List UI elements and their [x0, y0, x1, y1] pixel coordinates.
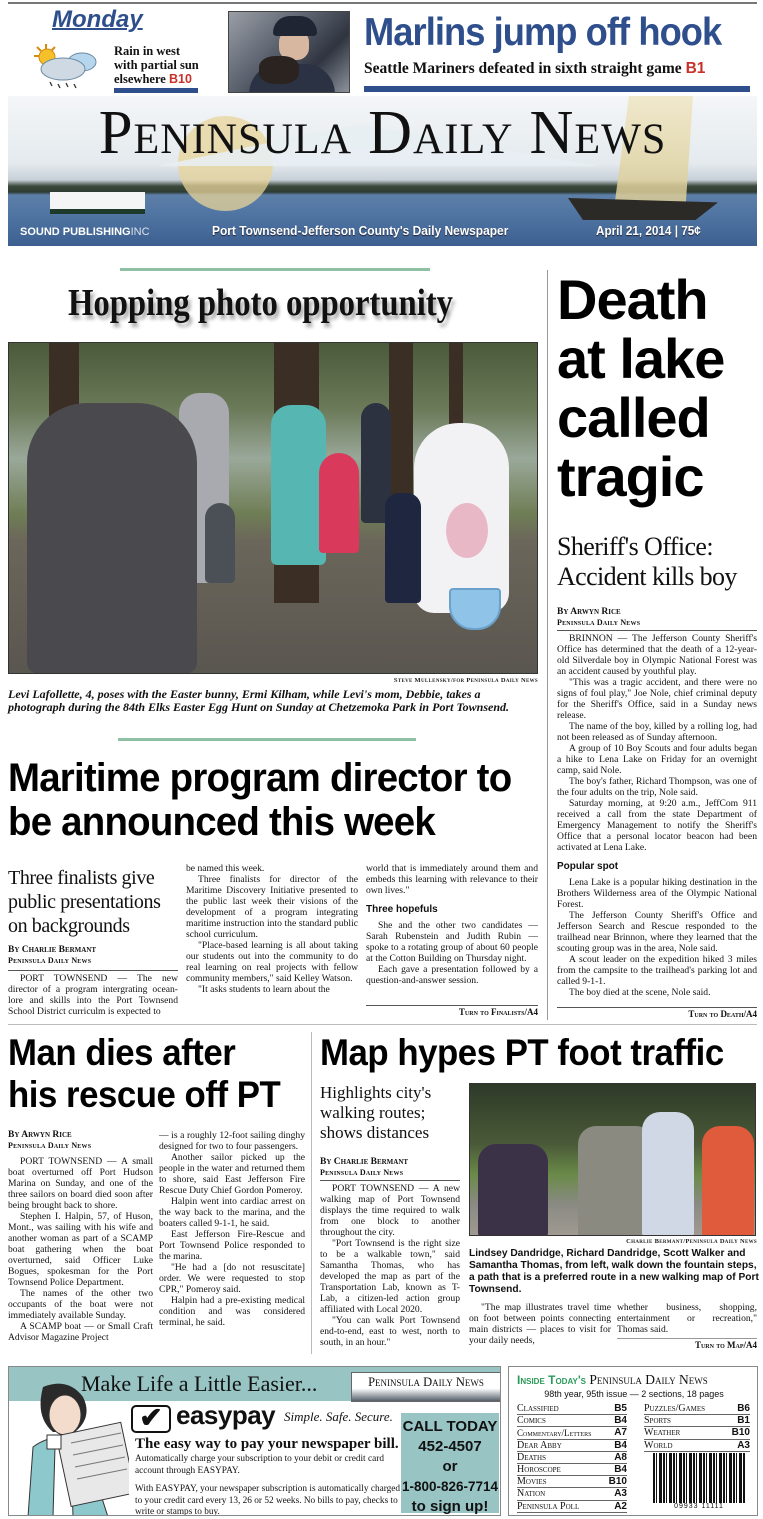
index-row-dear-abby[interactable]: Dear Abby B4 — [517, 1439, 627, 1451]
death-story-body — [557, 633, 757, 998]
sports-teaser-subhead — [364, 60, 705, 78]
barcode-number: 09933 11111 — [653, 1503, 745, 1510]
easypay-logo: easypay — [176, 1400, 276, 1430]
maritime-byline — [8, 945, 178, 966]
paragraph: The boy died at the scene, Nole said. — [569, 987, 711, 998]
walkers-photo[interactable] — [469, 1083, 756, 1236]
cta-or: or — [442, 1458, 458, 1475]
byline-author: By Charlie Bermant — [320, 1157, 409, 1167]
paragraph: Each gave a presentation followed by a question-and-answer session. — [366, 964, 538, 986]
top-rule — [8, 2, 757, 4]
sports-page-ref[interactable]: B1 — [685, 60, 706, 77]
paragraph: world that is immediately around them and embeds this learning with relevance to their own lives." — [366, 863, 538, 896]
map-photo-caption: Lindsey Dandridge, Richard Dandridge, Scott Walker and Samantha Thomas, from left, walk down the fountain steps, a path that is a preferred route in a new walking map of Port Townsend. — [469, 1248, 759, 1295]
map-story-deck: Highlights city's walking routes; shows distances — [320, 1083, 432, 1142]
column-divider — [547, 270, 548, 1020]
checkmark-icon: ✔ — [131, 1405, 171, 1433]
cta-line-1: CALL TODAY — [402, 1418, 498, 1435]
weather-teaser[interactable] — [114, 44, 199, 86]
easter-egg-hunt-photo[interactable] — [8, 342, 538, 674]
paragraph: PORT TOWNSEND — A small boat overturned off Port Hudson Marina on Sunday, and one of the three sailors on board died soon after being brought back to shore. — [8, 1156, 153, 1211]
jump-rule — [366, 1005, 538, 1006]
call-to-action[interactable] — [401, 1413, 499, 1513]
section-divider — [8, 1024, 757, 1025]
weather-text-1: Rain in west — [114, 44, 180, 58]
section-rule — [120, 268, 430, 271]
ad-headline: The easy way to pay your newspaper bill. — [135, 1436, 399, 1452]
ad-body-1: Automatically charge your subscription to your debit or credit card account through EASYPAY. — [135, 1454, 384, 1476]
paragraph: PORT TOWNSEND — The new director of a program intergrating ocean-lore and skills into the Port Townsend School District curriculm is expected to — [8, 973, 178, 1017]
death-story-deck: Sheriff's Office: Accident kills boy — [557, 532, 737, 591]
map-jump-link[interactable]: Turn to Map/A4 — [694, 1340, 757, 1350]
ad-title: Make Life a Little Easier... — [81, 1371, 318, 1396]
death-story-headline[interactable]: Death at lake called tragic — [557, 268, 725, 508]
rescue-story-headline[interactable]: Man dies after his rescue off PT — [8, 1032, 281, 1115]
index-row-sports[interactable]: Sports B1 — [644, 1415, 750, 1427]
paragraph: The boy's father, Richard Thompson, was one of the four adults on the trip, Nole said. — [557, 776, 757, 798]
map-photo-credit: Charlie Bermant/Peninsula Daily News — [626, 1238, 757, 1245]
paragraph: Another sailor picked up the people in the water and returned them to shore, said East Jefferson Fire Rescue Duty Chief Gordon Pomeroy. — [159, 1152, 305, 1196]
death-story-byline — [557, 607, 757, 628]
index-row-world[interactable]: World A3 — [644, 1439, 750, 1451]
byline-org: Peninsula Daily News — [320, 1168, 404, 1177]
index-title — [517, 1372, 708, 1388]
paragraph: East Jefferson Fire-Rescue and Port Townsend Police responded to the marina. — [159, 1229, 305, 1262]
ad-slogan: Simple. Safe. Secure. — [284, 1409, 393, 1424]
index-row-puzzles[interactable]: Puzzles/Games B6 — [644, 1403, 750, 1414]
byline-author: By Arwyn Rice — [557, 607, 621, 617]
weather-day: Monday — [52, 6, 143, 33]
map-col3 — [617, 1302, 757, 1335]
index-row-movies[interactable]: Movies B10 — [517, 1476, 627, 1488]
index-row-commentary[interactable]: Commentary/Letters A7 — [517, 1427, 627, 1439]
weather-text-3: elsewhere — [114, 72, 166, 86]
byline-rule — [557, 630, 757, 631]
cta-line-2: to sign up! — [411, 1498, 489, 1515]
paragraph: Saturday morning, at 9:20 a.m., JeffCom 911 received a call from the state Department of Emergency Management to notify the Sheriff's Office that a personal locator beacon had been activated at Lena Lake. — [557, 798, 757, 853]
phone-local[interactable]: 452-4507 — [418, 1438, 482, 1455]
maritime-story-headline[interactable]: Maritime program director to be announced this week — [8, 756, 512, 844]
jump-rule — [617, 1338, 757, 1339]
map-story-headline[interactable]: Map hypes PT foot traffic — [320, 1032, 724, 1073]
paragraph: "Port Townsend is the right size to be a walkable town," said Samantha Thomas, who has developed the map as part of the Transportation Lab, known as T-Lab, a citizen-led action group affiliated with Local 2020. — [320, 1238, 460, 1315]
index-title-prefix: Inside Today's — [517, 1373, 587, 1387]
maritime-col1 — [8, 973, 178, 1017]
weather-underline — [114, 88, 198, 93]
subhead: Popular spot — [557, 861, 619, 872]
column-divider — [311, 1032, 312, 1354]
newspaper-title: Peninsula Daily News — [98, 99, 667, 167]
paragraph: The Jefferson County Sheriff's Office and Jefferson Search and Rescue responded to the trailhead near Brinnon, where they learned that the scouting group was in the area, Nole said. — [557, 910, 757, 954]
paragraph: Lena Lake is a popular hiking destination in the Brothers Wilderness area of the Olympic National Forest. — [557, 877, 757, 910]
woman-reading-illustration — [13, 1377, 129, 1516]
publisher-name: SOUND PUBLISHING — [20, 226, 131, 238]
index-row-comics[interactable]: Comics B4 — [517, 1415, 627, 1427]
death-jump-link[interactable]: Turn to Death/A4 — [688, 1009, 757, 1019]
paragraph: A scout leader on the expedition hiked 3 miles from the campsite to the trailhead's parking lot and called 9-1-1. — [557, 954, 757, 987]
publisher-logo — [20, 226, 150, 238]
paragraph: "You can walk Port Townsend end-to-end, east to west, north to south, in an hour." — [320, 1315, 460, 1348]
index-row-nation[interactable]: Nation A3 — [517, 1488, 627, 1500]
map-byline — [320, 1157, 460, 1178]
inside-today-index — [508, 1366, 758, 1516]
paragraph: "The map illustrates travel time on foot between points connecting main districts — places to visit for your daily needs, — [469, 1302, 611, 1346]
paragraph: "This was a tragic accident, and there were no signs of foul play," Joe Nole, chief criminal deputy for the Sheriff's Office, said in a Sunday news release. — [557, 677, 757, 721]
paragraph: "Place-based learning is all about taking our students out into the community to do real learning on real projects with fellow community members," said Kelley Watson. — [186, 940, 358, 984]
ad-newspaper-logo: Peninsula Daily News — [351, 1372, 501, 1402]
weather-page-ref[interactable]: B10 — [168, 72, 192, 86]
tagline: Port Townsend-Jefferson County's Daily Newspaper — [212, 223, 509, 238]
paragraph: The name of the boy, killed by a rolling log, had not been released as of Sunday afternoon. — [557, 721, 757, 743]
byline-rule — [8, 970, 178, 971]
index-row-classified[interactable]: Classified B5 — [517, 1403, 627, 1414]
paragraph: Stephen I. Halpin, 57, of Huson, Mont., was sailing with his wife and another woman as part of a SCAMP boat gathering when the boat overturned, said Officer Luke Bogues, spokesman for the Port Townsend Police Department. — [8, 1211, 153, 1288]
paragraph: The names of the other two occupants of the boat were not immediately available Sunday. — [8, 1288, 153, 1321]
easypay-ad[interactable] — [8, 1366, 501, 1516]
phone-tollfree[interactable]: 1-800-826-7714 — [401, 1479, 499, 1494]
paragraph: BRINNON — The Jefferson County Sheriff's Office has determined that the death of a 12-year-old Silverdale boy in Olympic National Forest was an accident caused by youthful play. — [557, 633, 757, 677]
jump-rule — [557, 1007, 757, 1008]
paragraph: be named this week. — [186, 863, 265, 874]
subhead: Three hopefuls — [366, 904, 438, 915]
finalists-jump-link[interactable]: Turn to Finalists/A4 — [458, 1007, 538, 1017]
photo-caption: Levi Lafollette, 4, poses with the Easter bunny, Ermi Kilham, while Levi's mom, Debbie, takes a photograph during the 84th Elks Easter Egg Hunt on Sunday at Chetzemoka Park in Port Townsend. — [8, 687, 510, 714]
partly-sunny-rain-icon — [30, 42, 100, 94]
index-row-horoscope[interactable]: Horoscope B4 — [517, 1463, 627, 1475]
sports-subhead-text: Seattle Mariners defeated in sixth straight game — [364, 60, 682, 77]
rescue-col1 — [8, 1156, 153, 1343]
map-col1 — [320, 1183, 460, 1348]
index-row-peninsula-poll[interactable]: Peninsula Poll A2 — [517, 1500, 627, 1512]
photo-credit: Steve Mullensky/for Peninsula Daily News — [393, 677, 538, 684]
paragraph: Halpin had a pre-existing medical condition and was considered terminal, he said. — [159, 1295, 305, 1328]
issue-date-price: April 21, 2014 | 75¢ — [596, 223, 701, 238]
paragraph: "It asks students to learn about the — [198, 984, 330, 995]
index-title-paper: Peninsula Daily News — [589, 1372, 708, 1387]
maritime-col3 — [366, 863, 538, 986]
paragraph: PORT TOWNSEND — A new walking map of Port Townsend displays the time required to walk from one block to another throughout the city. — [320, 1183, 460, 1238]
rescue-col2 — [159, 1130, 305, 1328]
maritime-story-deck: Three finalists give public presentations on backgrounds — [8, 867, 161, 937]
byline-org: Peninsula Daily News — [8, 1141, 92, 1150]
index-subtitle: 98th year, 95th issue — 2 sections, 18 pages — [544, 1389, 724, 1399]
publisher-suffix: INC — [130, 226, 150, 238]
sports-underline — [364, 86, 750, 92]
paragraph: — is a roughly 12-foot sailing dinghy designed for two to four passengers. — [159, 1130, 305, 1152]
photo-feature-headline: Hopping photo opportunity — [68, 282, 454, 324]
sports-teaser-headline[interactable]: Marlins jump off hook — [364, 11, 722, 54]
byline-author: By Charlie Bermant — [8, 945, 97, 955]
ad-body-2: With EASYPAY, your newspaper subscription is automatically charged to your credit card every 13, 26 or 52 weeks. No bills to pay, checks to write or stamps to buy. — [135, 1484, 401, 1516]
issue-price: 75¢ — [681, 223, 701, 238]
byline-org: Peninsula Daily News — [557, 618, 641, 627]
paragraph: A SCAMP boat — or Small Craft Advisor Magazine Project — [8, 1321, 153, 1343]
barcode-icon — [653, 1453, 745, 1503]
byline-org: Peninsula Daily News — [8, 956, 92, 965]
index-row-deaths[interactable]: Deaths A8 — [517, 1451, 627, 1463]
paragraph: A group of 10 Boy Scouts and four adults began a hike to Lena Lake on Friday for an overnight camp, said Nole. — [557, 743, 757, 776]
masthead — [8, 96, 757, 246]
paragraph: "He had a [do not resuscitate] order. We were requested to stop CPR," Pomeroy said. — [159, 1262, 305, 1295]
paragraph: She and the other two candidates — Sarah Rubenstein and Judith Rubin — spoke to a rotating group of about 60 people at the Cotton Building on Thursday night. — [366, 920, 538, 964]
map-col2 — [469, 1302, 611, 1346]
maritime-col2 — [186, 863, 358, 995]
paragraph: whether business, shopping, entertainment or recreation," Thomas said. — [617, 1302, 757, 1335]
index-row-weather[interactable]: Weather B10 — [644, 1427, 750, 1439]
byline-rule — [320, 1180, 460, 1181]
section-rule — [118, 738, 416, 741]
index-left-column — [517, 1403, 627, 1513]
index-right-column — [644, 1403, 750, 1452]
paragraph: Halpin went into cardiac arrest on the way back to the marina, and the boaters called 9-1-1, he said. — [159, 1196, 305, 1229]
paragraph: Three finalists for director of the Maritime Discovery Initiative presented to the public last week their visions of the development of a program integrating maritime instruction into the standard public school curriculum. — [186, 874, 358, 940]
rescue-byline — [8, 1130, 148, 1151]
pitcher-photo[interactable] — [228, 11, 350, 93]
weather-text-2: with partial sun — [114, 58, 199, 72]
byline-author: By Arwyn Rice — [8, 1130, 72, 1140]
issue-date: April 21, 2014 — [596, 223, 672, 238]
